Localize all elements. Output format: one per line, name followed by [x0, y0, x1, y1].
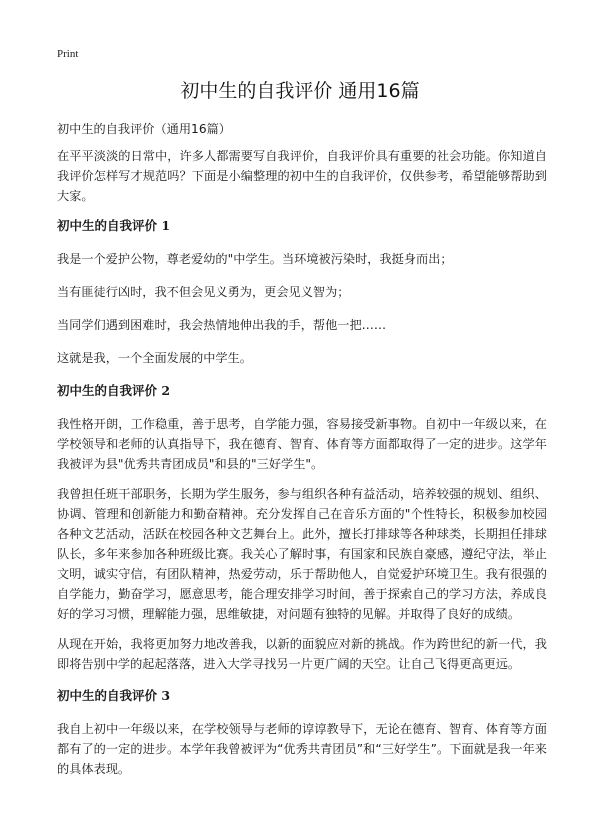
- document-body: [57, 119, 547, 789]
- print-label: Print: [57, 48, 79, 60]
- section-1-paragraph: 我是一个爱护公物，尊老爱幼的"中学生。当环境被污染时，我挺身而出；: [57, 252, 453, 266]
- section-1-paragraph: 当有匪徒行凶时，我不但会见义勇为，更会见义智为；: [57, 285, 350, 299]
- section-2-paragraph: 我性格开朗，工作稳重，善于思考，自学能力强，容易接受新事物。自初中一年级以来，在学校领导和老师的认真指导下，我在德育、智育、体育等方面都取得了一定的进步。这学年我被评为县"优秀共青团成员"和县的"三好学生"。: [57, 417, 547, 471]
- section-2-paragraph: 从现在开始，我将更加努力地改善我，以新的面貌应对新的挑战。作为跨世纪的新一代，我即将告别中学的起起落落，进入大学寻找另一片更广阔的天空。让自己飞得更高更远。: [57, 637, 547, 671]
- section-heading-1: 初中生的自我评价 1: [57, 218, 171, 233]
- section-1-paragraph: 当同学们遇到困难时，我会热情地伸出我的手，帮他一把……: [57, 318, 387, 332]
- section-heading-3: 初中生的自我评价 3: [57, 688, 171, 703]
- section-1-paragraph: 这就是我，一个全面发展的中学生。: [57, 351, 252, 365]
- section-3-paragraph: 我自上初中一年级以来，在学校领导与老师的谆谆教导下，无论在德育、智育、体育等方面都有了的一定的进步。本学年我曾被评为“优秀共青团员”和“三好学生”。下面就是我一年来的具体表现。: [57, 722, 547, 776]
- section-heading-2: 初中生的自我评价 2: [57, 383, 171, 398]
- page-title: 初中生的自我评价 通用16篇: [180, 80, 420, 102]
- section-2-paragraph: 我曾担任班干部职务，长期为学生服务，参与组织各种有益活动，培养较强的规划、组织、协调、管理和创新能力和勤奋精神。充分发挥自己在音乐方面的"个性特长，积极参加校园各种文艺活动，活跃在校园各种文艺舞台上。此外，擅长打排球等各种球类，长期担任排球队长，多年来参加各种班级比赛。我关心了解时事，有国家和民族自豪感，遵纪守法，举止文明，诚实守信，有团队精神，热爱劳动，乐于帮助他人，自觉爱护环境卫生。我有很强的自学能力，勤奋学习，愿意思考，能合理安排学习时间，善于探索自己的学习方法，养成良好的学习习惯，理解能力强，思维敏捷，对问题有独特的见解。并取得了良好的成绩。: [57, 487, 547, 621]
- intro-paragraph: 在平平淡淡的日常中，许多人都需要写自我评价，自我评价具有重要的社会功能。你知道自我评价怎样写才规范吗？下面是小编整理的初中生的自我评价，仅供参考，希望能够帮助到大家。: [57, 149, 547, 203]
- document-subtitle: 初中生的自我评价（通用16篇）: [57, 122, 231, 136]
